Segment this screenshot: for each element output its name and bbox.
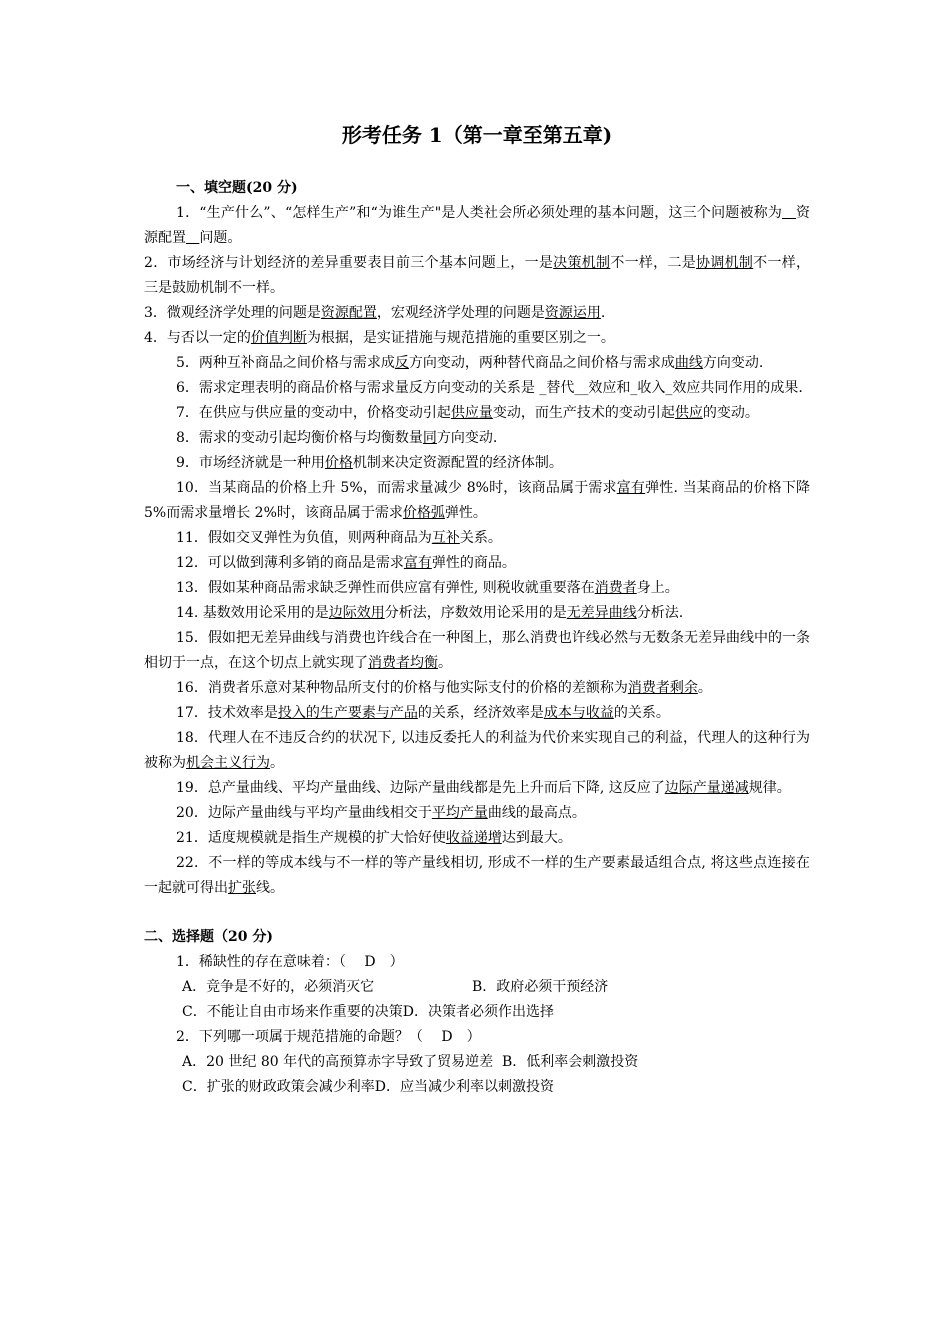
question-13: 13．假如某种商品需求缺乏弹性而供应富有弹性, 则税收就重要落在消费者身上。 xyxy=(176,580,679,596)
option-b: B．政府必须干预经济 xyxy=(472,979,609,995)
question-4: 4．与否以一定的价值判断为根据，是实证措施与规范措施的重要区别之一。 xyxy=(144,330,615,346)
question-10: 10．当某商品的价格上升 5%，而需求量减少 8%时，该商品属于需求富有弹性. 当某商品的价格下降 5%而需求量增长 2%时，该商品属于需求价格弧弹性。 xyxy=(144,480,811,521)
option-c: C．不能让自由市场来作重要的决策 xyxy=(182,1004,403,1020)
question-22: 22．不一样的等成本线与不一样的等产量线相切, 形成不一样的生产要素最适组合点, 将这些点连接在一起就可得出扩张线。 xyxy=(144,855,810,896)
option-a: A．竞争是不好的，必须消灭它 xyxy=(182,979,375,995)
question-19: 19．总产量曲线、平均产量曲线、边际产量曲线都是先上升而后下降, 这反应了边际产量递减规律。 xyxy=(176,780,791,796)
question-21: 21．适度规模就是指生产规模的扩大恰好使收益递增达到最大。 xyxy=(176,830,572,846)
question-20: 20．边际产量曲线与平均产量曲线相交于平均产量曲线的最高点。 xyxy=(176,805,586,821)
section-gap xyxy=(144,901,810,925)
question-12: 12．可以做到薄利多销的商品是需求富有弹性的商品。 xyxy=(176,555,516,571)
choice-options-row xyxy=(144,1050,810,1075)
question-3: 3．微观经济学处理的问题是资源配置，宏观经济学处理的问题是资源运用. xyxy=(144,305,606,321)
choice-options-row xyxy=(144,1075,810,1100)
question-7: 7．在供应与供应量的变动中，价格变动引起供应量变动，而生产技术的变动引起供应的变动。 xyxy=(176,405,759,421)
question-9: 9．市场经济就是一种用价格机制来决定资源配置的经济体制。 xyxy=(176,455,563,471)
section-heading-choice: 二、选择题（20 分) xyxy=(144,929,273,945)
choice-options-row xyxy=(144,1000,810,1025)
option-c: C．扩张的财政政策会减少利率 xyxy=(182,1079,375,1095)
option-d: D．决策者必须作出选择 xyxy=(402,1004,554,1020)
question-11: 11．假如交叉弹性为负值，则两种商品为互补关系。 xyxy=(176,530,502,546)
section-heading-fill-in: 一、填空题(20 分) xyxy=(176,180,298,196)
choice-options-row xyxy=(144,975,810,1000)
question-2: 2．市场经济与计划经济的差异重要表目前三个基本问题上，一是决策机制不一样，二是协调机制不一样，三是鼓励机制不一样。 xyxy=(144,255,811,296)
question-14: 14. 基数效用论采用的是边际效用分析法，序数效用论采用的是无差异曲线分析法. xyxy=(176,605,684,621)
choice-question-1: 1．稀缺性的存在意味着：（ D ） xyxy=(176,954,404,970)
question-16: 16．消费者乐意对某种物品所支付的价格与他实际支付的价格的差额称为消费者剩余。 xyxy=(176,680,712,696)
option-a: A．20 世纪 80 年代的高预算赤字导致了贸易逆差 xyxy=(182,1054,494,1070)
document-title: 形考任务 1（第一章至第五章) xyxy=(341,123,613,147)
choice-question-2: 2．下列哪一项属于规范措施的命题？（ D ） xyxy=(176,1029,481,1045)
question-17: 17．技术效率是投入的生产要素与产品的关系，经济效率是成本与收益的关系。 xyxy=(176,705,670,721)
question-18: 18．代理人在不违反合约的状况下, 以违反委托人的利益为代价来实现自己的利益，代理人的这种行为被称为机会主义行为。 xyxy=(144,730,810,771)
question-15: 15．假如把无差异曲线与消费也许线合在一种图上，那么消费也许线必然与无数条无差异曲线中的一条相切于一点，在这个切点上就实现了消费者均衡。 xyxy=(144,630,810,671)
option-b: B．低利率会刺激投资 xyxy=(502,1054,639,1070)
document-page xyxy=(144,118,810,1100)
option-d: D．应当减少利率以刺激投资 xyxy=(374,1079,554,1095)
question-8: 8．需求的变动引起均衡价格与均衡数量同方向变动. xyxy=(176,430,498,446)
question-5: 5．两种互补商品之间价格与需求成反方向变动，两种替代商品之间价格与需求成曲线方向变动. xyxy=(176,355,764,371)
question-6: 6．需求定理表明的商品价格与需求量反方向变动的关系是 _替代__效应和_收入_效应共同作用的成果. xyxy=(176,380,803,396)
question-1: 1．“生产什么”、“怎样生产”和“为谁生产"是人类社会所必须处理的基本问题，这三个问题被称为​ 资源配置 问题。 xyxy=(144,205,810,246)
